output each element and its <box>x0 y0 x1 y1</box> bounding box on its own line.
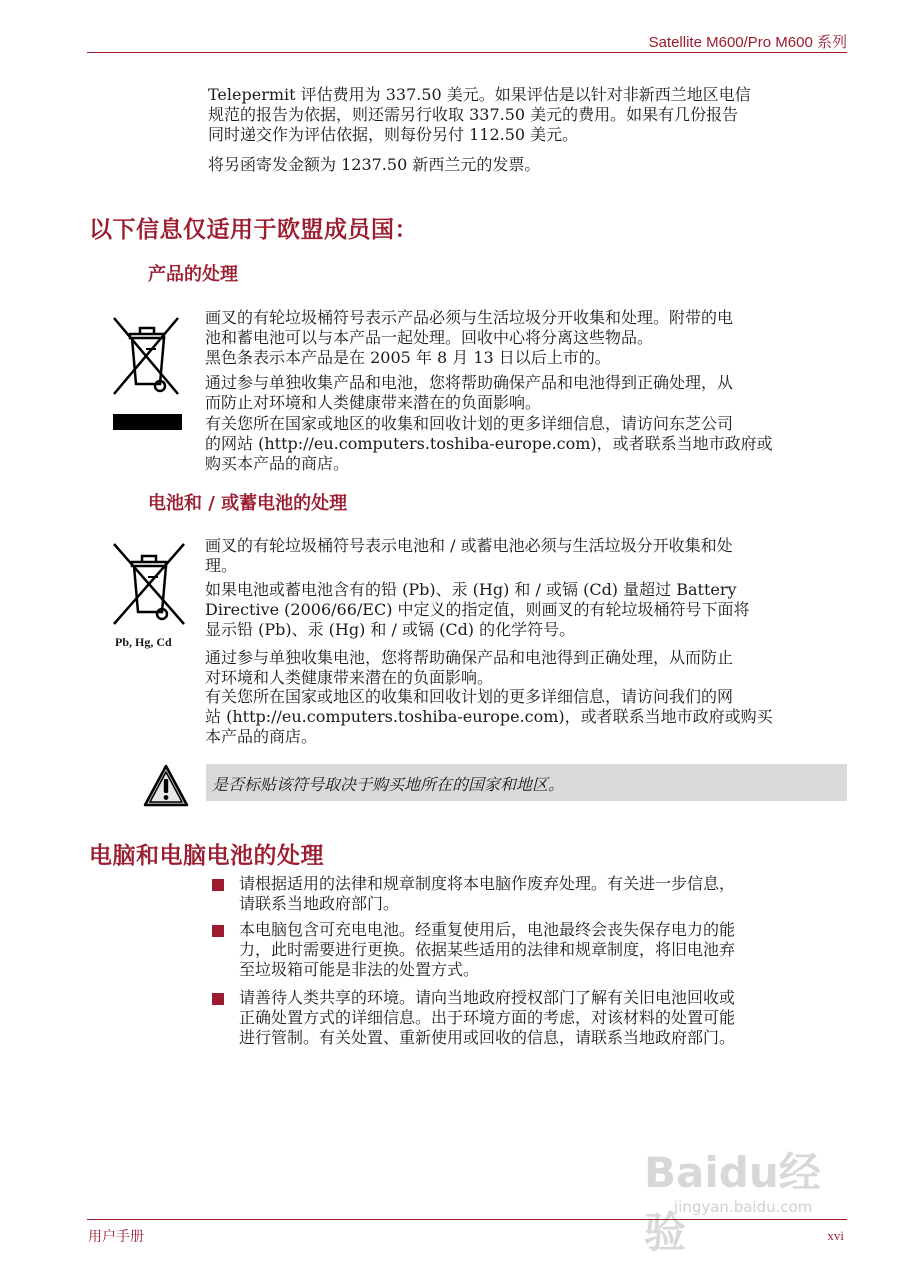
subheading-battery-disposal: 电池和 / 或蓄电池的处理 <box>148 493 348 514</box>
battery-paragraph-2: 如果电池或蓄电池含有的铅 (Pb)、汞 (Hg) 和 / 或镉 (Cd) 量超过 Battery Directive (2006/66/EC) 中定义的指定值，则画叉的有轮垃圾桶符号下面将 显示铅 (Pb)、汞 (Hg) 和 / 或镉 (Cd) 的化学符号。 <box>205 580 750 639</box>
section-heading-computer-disposal: 电脑和电脑电池的处理 <box>89 843 324 869</box>
product-paragraph-1: 画叉的有轮垃圾桶符号表示产品必须与生活垃圾分开收集和处理。附带的电 池和蓄电池可以与本产品一起处理。回收中心将分离这些物品。 <box>205 308 734 347</box>
crossed-wheelie-bin-icon <box>108 310 184 400</box>
page-number: xvi <box>827 1228 844 1243</box>
list-item: 请善待人类共享的环境。请向当地政府授权部门了解有关旧电池回收或 正确处置方式的详细信息。出于环境方面的考虑，对该材料的处置可能 进行管制。有关处置、重新使用或回收的信息，请联系当地政府部门。 <box>239 988 736 1047</box>
running-header: Satellite M600/Pro M600 系列 <box>648 34 847 51</box>
section-heading-eu: 以下信息仅适用于欧盟成员国： <box>89 217 418 243</box>
product-paragraph-2: 黑色条表示本产品是在 2005 年 8 月 13 日以后上市的。 <box>205 348 611 367</box>
battery-paragraph-4: 有关您所在国家或地区的收集和回收计划的更多详细信息，请访问我们的网 站 (http://eu.computers.toshiba-europe.com)，或者联系当地市政府或购买 本产品的商店。 <box>205 687 773 746</box>
chemical-symbols-caption: Pb, Hg, Cd <box>115 635 172 649</box>
bullet-marker <box>212 925 224 937</box>
warning-triangle-icon <box>142 763 190 809</box>
list-item: 本电脑包含可充电电池。经重复使用后，电池最终会丧失保存电力的能 力，此时需要进行更换。依据某些适用的法律和规章制度，将旧电池弃 至垃圾箱可能是非法的处置方式。 <box>239 920 736 979</box>
bullet-marker <box>212 879 224 891</box>
intro-paragraph: Telepermit 评估费用为 337.50 美元。如果评估是以针对非新西兰地区电信 规范的报告为依据，则还需另行收取 337.50 美元的费用。如果有几份报告 同时递交作为评估依据，则每份另付 112.50 美元。 <box>208 85 751 144</box>
footer-manual-title: 用户手册 <box>88 1229 144 1245</box>
battery-paragraph-3: 通过参与单独收集电池，您将帮助确保产品和电池得到正确处理，从而防止 对环境和人类健康带来潜在的负面影响。 <box>205 648 734 687</box>
note-text: 是否标贴该符号取决于购买地所在的国家和地区。 <box>212 775 565 794</box>
crossed-wheelie-bin-icon <box>108 540 190 630</box>
product-paragraph-4: 有关您所在国家或地区的收集和回收计划的更多详细信息，请访问东芝公司 的网站 (http://eu.computers.toshiba-europe.com)，或者联系当地市政府或 购买本产品的商店。 <box>205 414 773 473</box>
black-bar-marker <box>113 414 182 430</box>
bullet-marker <box>212 993 224 1005</box>
watermark-brand: Baidu经验 <box>644 1148 821 1257</box>
subheading-product-disposal: 产品的处理 <box>148 264 238 285</box>
footer-rule <box>87 1219 847 1220</box>
intro-invoice-line: 将另函寄发金额为 1237.50 新西兰元的发票。 <box>208 155 541 174</box>
header-rule <box>87 52 847 53</box>
battery-paragraph-1: 画叉的有轮垃圾桶符号表示电池和 / 或蓄电池必须与生活垃圾分开收集和处 理。 <box>205 536 733 575</box>
list-item: 请根据适用的法律和规章制度将本电脑作废弃处理。有关进一步信息， 请联系当地政府部门。 <box>239 874 736 913</box>
watermark-url: jingyan.baidu.com <box>674 1198 813 1216</box>
product-paragraph-3: 通过参与单独收集产品和电池，您将帮助确保产品和电池得到正确处理，从 而防止对环境和人类健康带来潜在的负面影响。 <box>205 373 734 412</box>
